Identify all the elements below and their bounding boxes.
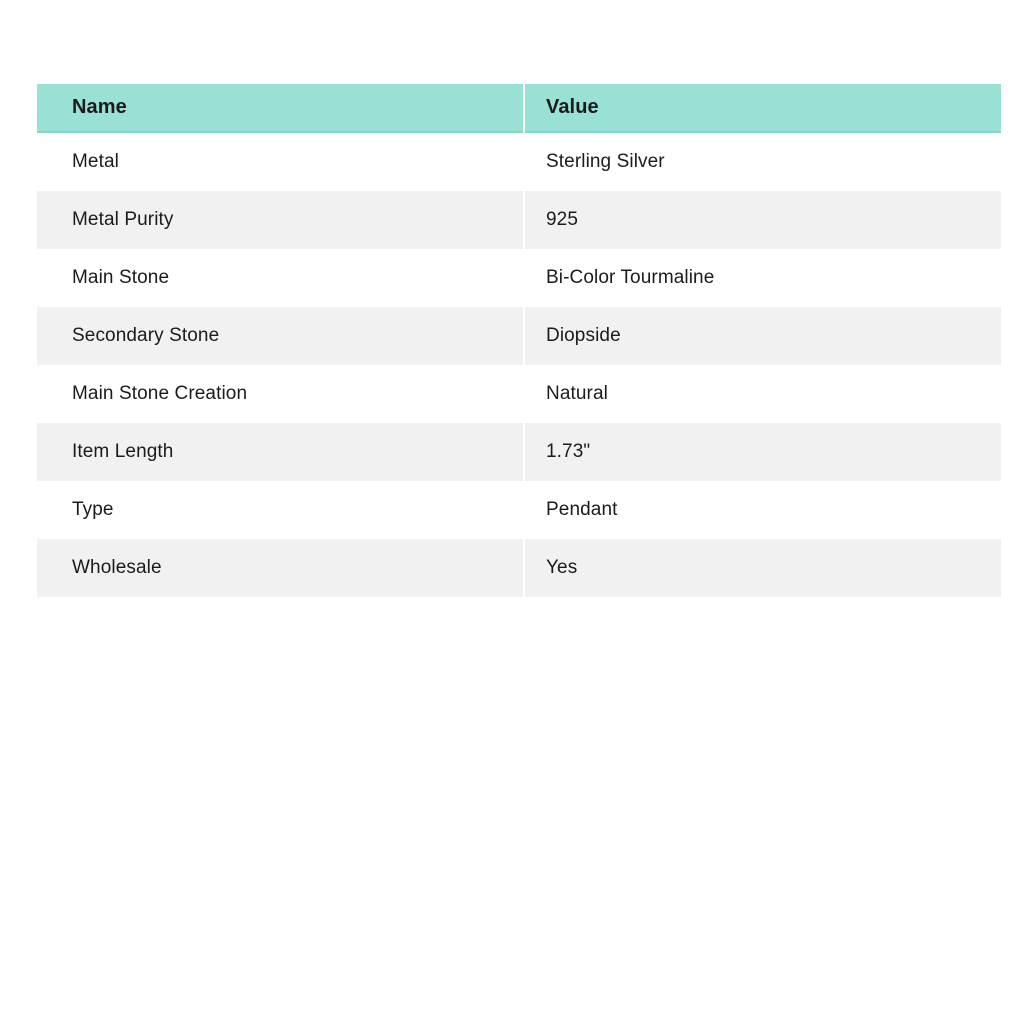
table-row xyxy=(37,539,1001,597)
attribute-name-cell: Secondary Stone xyxy=(37,307,523,365)
attribute-value-cell: Diopside xyxy=(525,307,1001,365)
table-row xyxy=(37,481,1001,539)
table-row xyxy=(37,249,1001,307)
table-row xyxy=(37,365,1001,423)
product-attributes-table xyxy=(37,84,1001,597)
attribute-value-cell: Sterling Silver xyxy=(525,133,1001,191)
attribute-value-cell: Natural xyxy=(525,365,1001,423)
table-header-row xyxy=(37,84,1001,133)
column-header-value: Value xyxy=(525,84,1001,133)
attribute-value-cell: Yes xyxy=(525,539,1001,597)
attribute-value-cell: 1.73" xyxy=(525,423,1001,481)
attribute-value-cell: 925 xyxy=(525,191,1001,249)
attribute-name-cell: Metal xyxy=(37,133,523,191)
attribute-name-cell: Wholesale xyxy=(37,539,523,597)
table-row xyxy=(37,423,1001,481)
table-row xyxy=(37,191,1001,249)
attribute-value-cell: Bi-Color Tourmaline xyxy=(525,249,1001,307)
attribute-name-cell: Type xyxy=(37,481,523,539)
table-row xyxy=(37,133,1001,191)
column-header-name: Name xyxy=(37,84,523,133)
attribute-name-cell: Main Stone Creation xyxy=(37,365,523,423)
table-row xyxy=(37,307,1001,365)
attribute-name-cell: Item Length xyxy=(37,423,523,481)
attribute-name-cell: Metal Purity xyxy=(37,191,523,249)
attribute-name-cell: Main Stone xyxy=(37,249,523,307)
attribute-value-cell: Pendant xyxy=(525,481,1001,539)
